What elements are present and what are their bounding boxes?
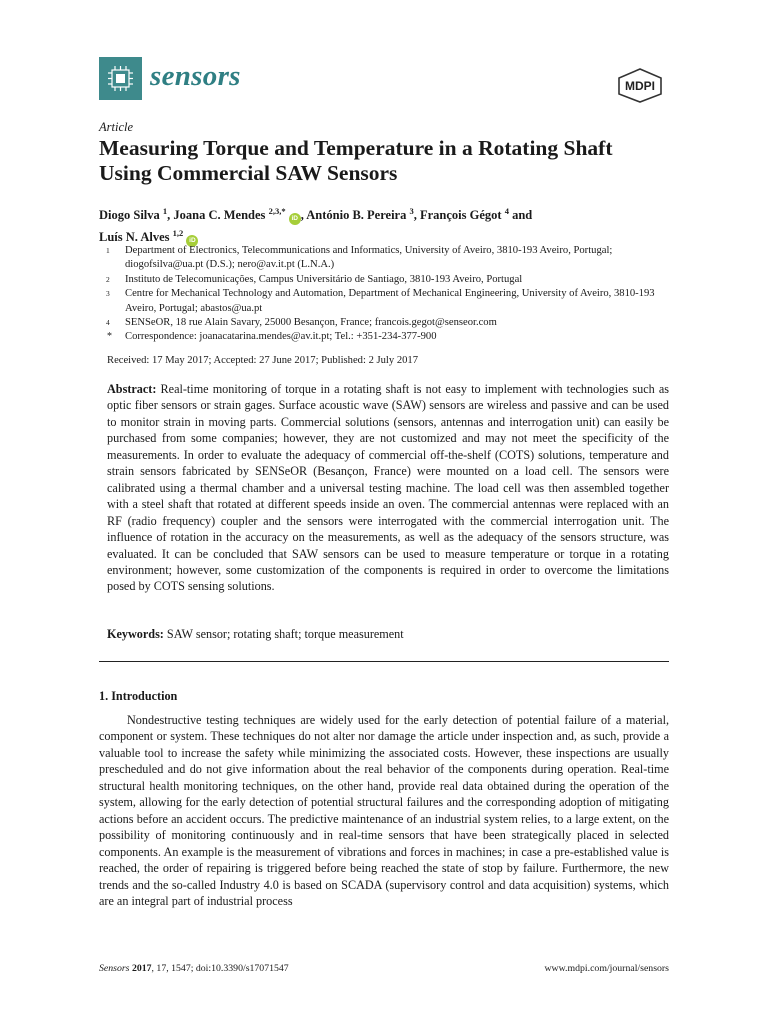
- author-name: Joana C. Mendes: [173, 208, 266, 223]
- affiliation-item: [99, 287, 669, 316]
- intro-paragraph: Nondestructive testing techniques are widely used for the early detection of potential failure of a material, component or system. These techniques do not alter nor damage the article under inspection and, as such, provide a valuable tool to increase the safety while minimizing the associated costs. However, these inspections are usually prescheduled and do not give information about the real behavior of the components during operation. Real-time structural health monitoring techniques, on the other hand, provide real data obtained during the operation of the system, allowing for the early detection of potential structural failures and the corresponding adoption of mitigating actions before an accident occurs. The predictive maintenance of an industrial system relies, to a large extent, on the possibility of monitoring continuously and in real-time sensors that have been strategically placed in selected components. An example is the measurement of vibrations and forces in machines; in case a pre-established value is reached, the order of repairing is triggered before being reached the state of stop by failure. Furthermore, the new trends and the so-called Industry 4.0 is based on SCADA (supervisory control and data acquisition) systems, which are an integral part of industrial process: [99, 713, 669, 908]
- correspondence-item: [99, 330, 669, 344]
- mdpi-logo-text: MDPI: [625, 79, 655, 93]
- keywords: [107, 627, 669, 642]
- article-type-label: Article: [99, 120, 134, 134]
- journal-name: sensors: [150, 60, 241, 92]
- abstract-text: Real-time monitoring of torque in a rotating shaft is not easy to implement with technologies such as optic fiber sensors or strain gages. Surface acoustic wave (SAW) sensors are wireless and passive and can be used to monitor strain in moving parts. Commercial solutions (sensors, antennas and interrogation unit) can easily be purchased from some companies; however, they are not customized and may not meet the specificity of the measurements. In order to evaluate the adequacy of commercial off-the-shelf (COTS) solutions, temperature and strain sensors fabricated by SENSeOR (Besançon, France) were mounted on a load cell. The sensors were calibrated using a thermal chamber and a universal testing machine. The load cell was then assembled together with a steel shaft that rotated at different speeds inside an oven. The commercial antennas were replaced with an RF (radio frequency) coupler and the sensors were interrogated with the commercial interrogation unit. The influence of rotation in the accuracy on the measurements, as well as the adequacy of the sensors structure, was evaluated. It can be concluded that SAW sensors can be used to measure temperature or torque in a rotating environment; however, some customization of the components is required in order to overcome the limitations posed by COTS sensing solutions.: [107, 382, 669, 594]
- author-list: Diogo Silva $^1$, Joana C. Mendes $^{2,3,*}$ iD , António B. Pereira $^3$, François Gégot $^4$ and Luís N. Alves $^{1,2}$ iD: [99, 203, 669, 247]
- orcid-icon[interactable]: iD: [186, 235, 198, 247]
- affiliation-list: [99, 244, 669, 345]
- mdpi-logo-icon: [611, 66, 669, 104]
- abstract-label: Abstract:: [107, 382, 157, 396]
- section-heading: 1. Introduction: [99, 689, 178, 703]
- abstract: [107, 381, 669, 595]
- author-affiliation-marker: 4: [504, 206, 509, 216]
- affiliation-number: 4: [106, 318, 110, 328]
- author-affiliation-marker: 1: [162, 206, 168, 216]
- affiliation-text: SENSeOR, 18 rue Alain Savary, 25000 Besançon, France; francois.gegot@senseor.com: [125, 317, 497, 329]
- correspondence-marker: *: [107, 331, 112, 343]
- author-affiliation-marker: 3: [409, 206, 414, 216]
- publication-dates: Received: 17 May 2017; Accepted: 27 June 2017; Published: 2 July 2017: [107, 355, 419, 366]
- author-affiliation-marker: 2,3,*: [268, 206, 286, 216]
- footer-citation-rest: , 17, 1547; doi:10.3390/s17071547: [151, 963, 289, 974]
- affiliation-number: 2: [106, 274, 110, 284]
- author-conjunction: and: [512, 208, 533, 223]
- paper-title: Measuring Torque and Temperature in a Rotating Shaft Using Commercial SAW Sensors: [99, 136, 613, 185]
- author-name: Diogo Silva: [99, 208, 160, 223]
- author-name: António B. Pereira: [306, 208, 407, 223]
- footer-citation: [99, 963, 289, 974]
- orcid-icon[interactable]: iD: [289, 213, 301, 225]
- affiliation-text: Centre for Mechanical Technology and Automation, Department of Mechanical Engineering, University of Aveiro, 3810-193 Aveiro, Portugal; abastos@ua.pt: [125, 288, 655, 314]
- footer-journal: Sensors: [99, 963, 130, 974]
- author-name: Luís N. Alves: [99, 230, 170, 245]
- keywords-label: Keywords:: [107, 627, 164, 641]
- affiliation-text: Instituto de Telecomunicações, Campus Universitário de Santiago, 3810-193 Aveiro, Portugal: [125, 273, 523, 285]
- affiliation-item: [99, 273, 669, 287]
- affiliation-item: [99, 244, 669, 273]
- section-divider: [99, 661, 669, 662]
- affiliation-item: [99, 316, 669, 330]
- affiliation-text: Department of Electronics, Telecommunications and Informatics, University of Aveiro, 3810-193 Aveiro, Portugal; diogofsilva@ua.pt (D.S.); nero@av.it.pt (L.N.A.): [125, 245, 613, 271]
- keywords-text: SAW sensor; rotating shaft; torque measurement: [166, 627, 404, 641]
- footer-year: 2017: [131, 963, 152, 974]
- correspondence-text: Correspondence: joanacatarina.mendes@av.it.pt; Tel.: +351-234-377-900: [125, 331, 437, 343]
- footer-url[interactable]: www.mdpi.com/journal/sensors: [544, 963, 669, 974]
- author-affiliation-marker: 1,2: [172, 228, 184, 239]
- affiliation-number: 3: [106, 289, 110, 299]
- author-name: François Gégot: [419, 208, 502, 223]
- journal-logo-icon: [99, 57, 142, 100]
- affiliation-number: 1: [106, 246, 110, 255]
